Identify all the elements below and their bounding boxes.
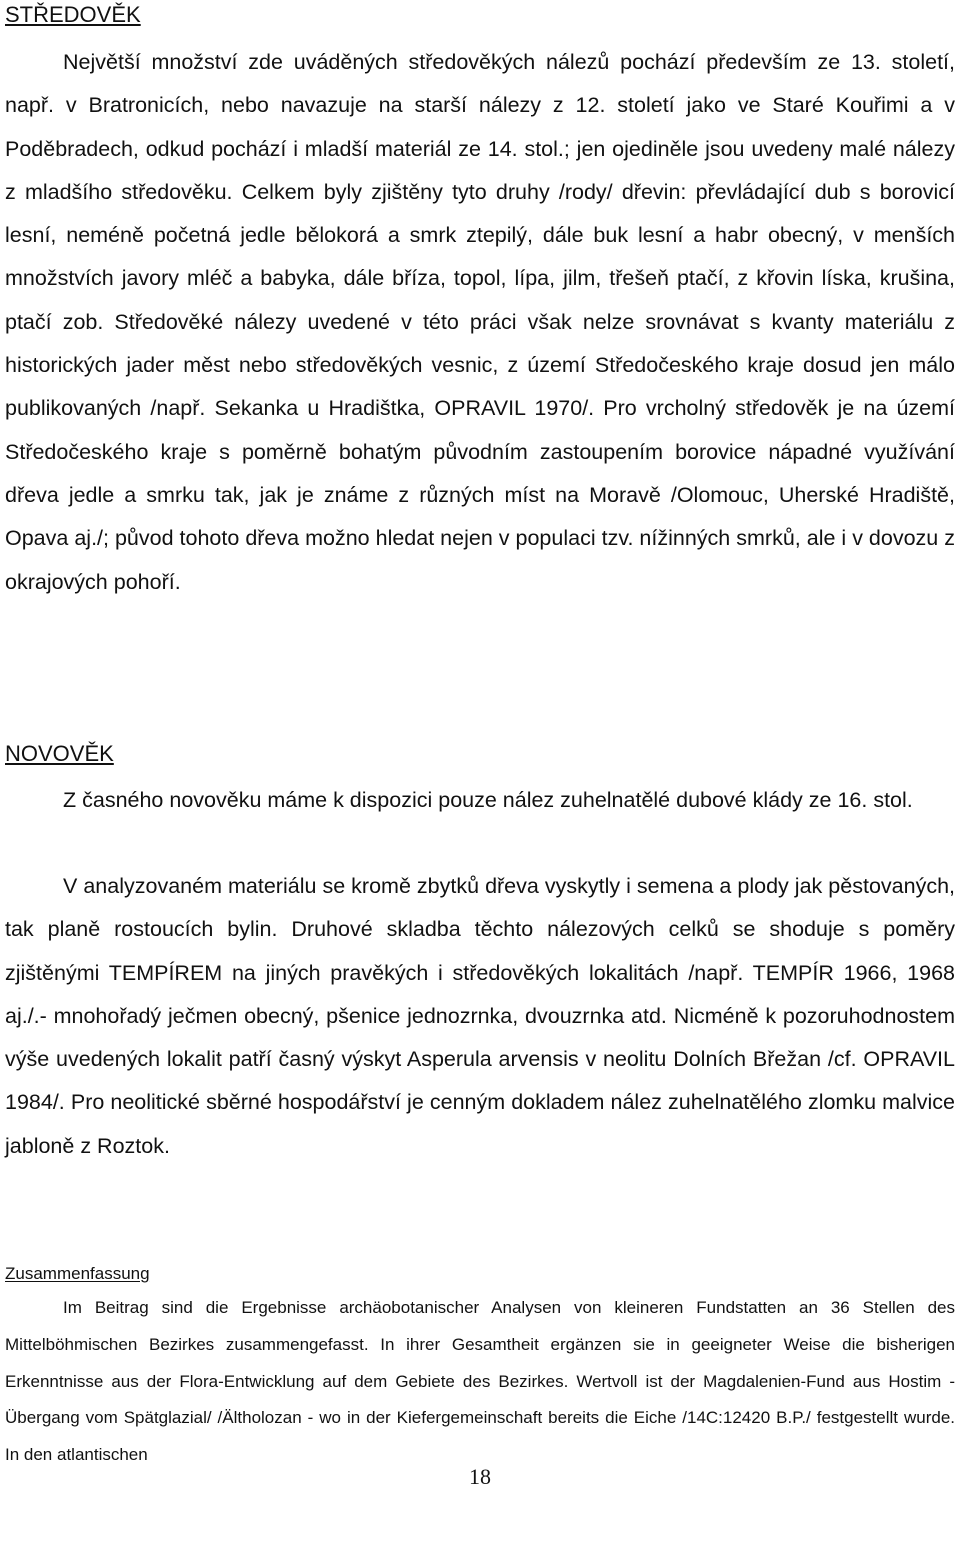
page-number: 18 bbox=[469, 1464, 491, 1489]
section-heading-novovek: NOVOVĚK bbox=[5, 741, 114, 766]
section-heading-stredovek: STŘEDOVĚK bbox=[5, 2, 141, 27]
paragraph-novovek-1: Z časného novověku máme k dispozici pouze nález zuhelnatělé dubové klády ze 16. stol. bbox=[63, 788, 913, 812]
section-heading-zusammenfassung: Zusammenfassung bbox=[5, 1264, 150, 1283]
paragraph-novovek-2: V analyzovaném materiálu se kromě zbytků dřeva vyskytly i semena a plody jak pěstovaných, tak planě rostoucích bylin. Druhové skladba těchto nálezových celků se shoduje s poměry zjištěnými TEMPÍREM na jiných pravěkých i středověkých lokalitách /např. TEMPÍR 1966, 1968 aj./.- mnohořadý ječmen obecný, pšenice jednozrnka, dvouzrnka atd. Nicméně k pozoruhodnostem výše uvedených lokalit patří časný výskyt Asperula arvensis v neolitu Dolních Břežan /cf. OPRAVIL 1984/. Pro neolitické sběrné hospodářství je cenným dokladem nález zuhelnatělého zlomku malvice jabloně z Roztok. bbox=[5, 874, 955, 1158]
paragraph-stredovek: Největší množství zde uváděných středověkých nálezů pochází především ze 13. století, např. v Bratronicích, nebo navazuje na starší nálezy z 12. století jako ve Staré Kouřimi a v Poděbradech, odkud pochází i mladší materiál ze 14. stol.; jen ojediněle jsou uvedeny malé nálezy z mladšího středověku. Celkem byly zjištěny tyto druhy /rody/ dřevin: převládající dub s borovicí lesní, neméně početná jedle bělokorá a smrk ztepilý, dále buk lesní a habr obecný, v menších množstvích javory mléč a babyka, dále bříza, topol, lípa, jilm, třešeň ptačí, z křovin líska, krušina, ptačí zob. Středověké nálezy uvedené v této práci však nelze srovnávat s kvanty materiálu z historických jader měst nebo středověkých vesnic, z území Středočeského kraje dosud jen málo publikovaných /např. Sekanka u Hradištka, OPRAVIL 1970/. Pro vrcholný středověk je na území Středočeského kraje s poměrně bohatým původním zastoupením borovice nápadné využívání dřeva jedle a smrku tak, jak je známe z různých míst na Moravě /Olomouc, Uherské Hradiště, Opava aj./; původ tohoto dřeva možno hledat nejen v populaci tzv. nížinných smrků, ale i v dovozu z okrajových pohoří. bbox=[5, 50, 955, 594]
paragraph-zusammenfassung: Im Beitrag sind die Ergebnisse archäobotanischer Analysen von kleineren Fundstatten an 36 Stellen des Mittelböhmischen Bezirkes zusammengefasst. In ihrer Gesamtheit ergänzen sie in geeigneter Weise die bisherigen Erkenntnisse aus der Flora-Entwicklung auf dem Gebiete des Bezirkes. Wertvoll ist der Magdalenien-Fund aus Hostim - Übergang vom Spätglazial/ /Ältholozan - wo in der Kiefergemeinschaft bereits die Eiche /14C:12420 B.P./ festgestellt wurde. In den atlantischen bbox=[5, 1298, 955, 1465]
